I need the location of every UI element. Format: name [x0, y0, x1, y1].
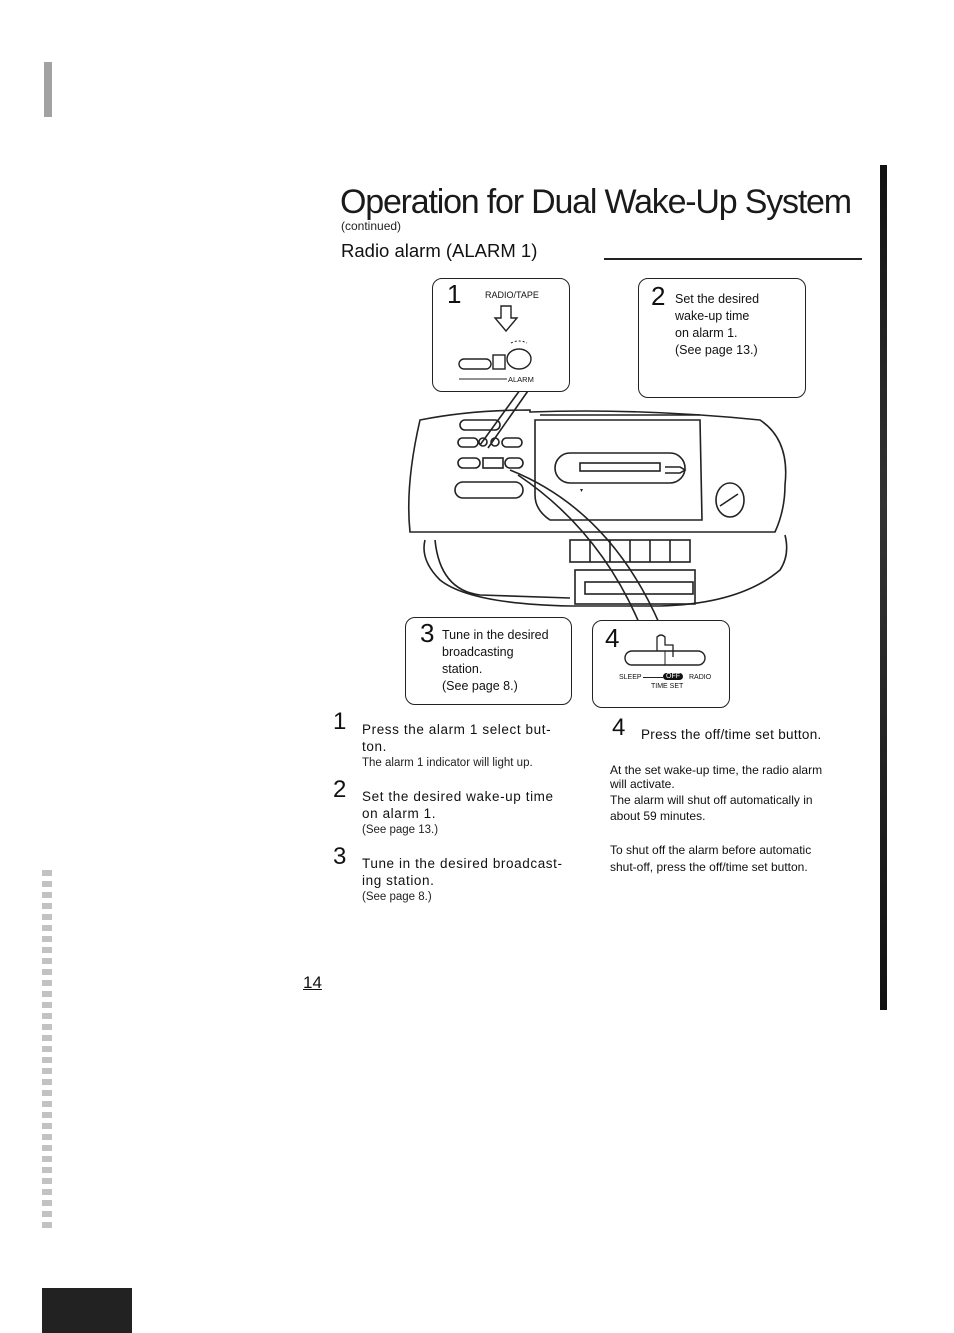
- step-1-number: 1: [333, 708, 347, 735]
- callout-2-number: 2: [651, 281, 666, 311]
- step-2-note: (See page 13.): [362, 824, 439, 836]
- section-rule: [604, 258, 862, 260]
- callout-2-line-1: Set the desired: [675, 292, 760, 306]
- down-arrow-icon: [493, 304, 519, 334]
- switch-line: [643, 677, 663, 678]
- step-4-line-1: Press the off/time set button.: [641, 727, 822, 742]
- result-para-line-3: The alarm will shut off automatically in: [610, 793, 813, 807]
- off-label: OFF: [663, 673, 683, 680]
- step-3-line-2: ing station.: [362, 873, 435, 888]
- shutoff-para-line-1: To shut off the alarm before automatic: [610, 843, 812, 857]
- radio-label: RADIO: [689, 674, 712, 681]
- step-3-number: 3: [333, 843, 347, 870]
- result-para-line-1: At the set wake-up time, the radio alarm: [610, 763, 823, 777]
- alarm-label: ALARM: [508, 375, 534, 384]
- sleep-label: SLEEP: [619, 674, 642, 681]
- callout-3-line-4: (See page 8.): [442, 679, 518, 693]
- callout-2-line-3: on alarm 1.: [675, 326, 738, 340]
- page-edge-bar: [880, 165, 887, 1010]
- callout-1-number: 1: [447, 279, 462, 309]
- step-1-line-2: ton.: [362, 739, 387, 754]
- callout-4-number: 4: [605, 623, 620, 653]
- step-3-note: (See page 8.): [362, 891, 432, 903]
- scan-mark-left: [42, 870, 52, 1230]
- callout-2: [638, 278, 806, 398]
- callout-3-line-2: broadcasting: [442, 645, 514, 659]
- scan-mark-bottom: [42, 1288, 132, 1333]
- step-1-line-1: Press the alarm 1 select but-: [362, 722, 552, 737]
- page-subtitle: (continued): [341, 219, 402, 233]
- off-time-set-button-icon: [623, 631, 713, 671]
- section-heading: Radio alarm (ALARM 1): [341, 240, 538, 261]
- step-3-line-1: Tune in the desired broadcast-: [362, 856, 563, 871]
- scan-mark-top: [44, 62, 52, 117]
- svg-text:▾: ▾: [580, 488, 584, 494]
- callout-2-line-2: wake-up time: [675, 309, 750, 323]
- time-set-label: TIME SET: [651, 683, 684, 690]
- step-1-note: The alarm 1 indicator will light up.: [362, 757, 533, 769]
- callout-3-number: 3: [420, 618, 435, 648]
- callout-3-line-1: Tune in the desired: [442, 628, 549, 642]
- step-2-line-1: Set the desired wake-up time: [362, 789, 554, 804]
- callout-3: [405, 617, 572, 705]
- page-number: 14: [303, 973, 322, 992]
- result-para-line-4: about 59 minutes.: [610, 809, 706, 823]
- result-para-line-2: will activate.: [610, 777, 675, 791]
- step-4-number: 4: [612, 714, 626, 741]
- callout-2-line-4: (See page 13.): [675, 343, 758, 357]
- shutoff-para-line-2: shut-off, press the off/time set button.: [610, 860, 808, 874]
- alarm-select-switch-icon: [457, 337, 557, 382]
- step-2-number: 2: [333, 776, 347, 803]
- callout-4: [592, 620, 730, 708]
- step-2-line-2: on alarm 1.: [362, 806, 437, 821]
- callout-1: [432, 278, 570, 392]
- page-title: Operation for Dual Wake-Up System: [340, 183, 851, 221]
- radio-tape-label: RADIO/TAPE: [485, 290, 539, 300]
- callout-3-line-3: station.: [442, 662, 483, 676]
